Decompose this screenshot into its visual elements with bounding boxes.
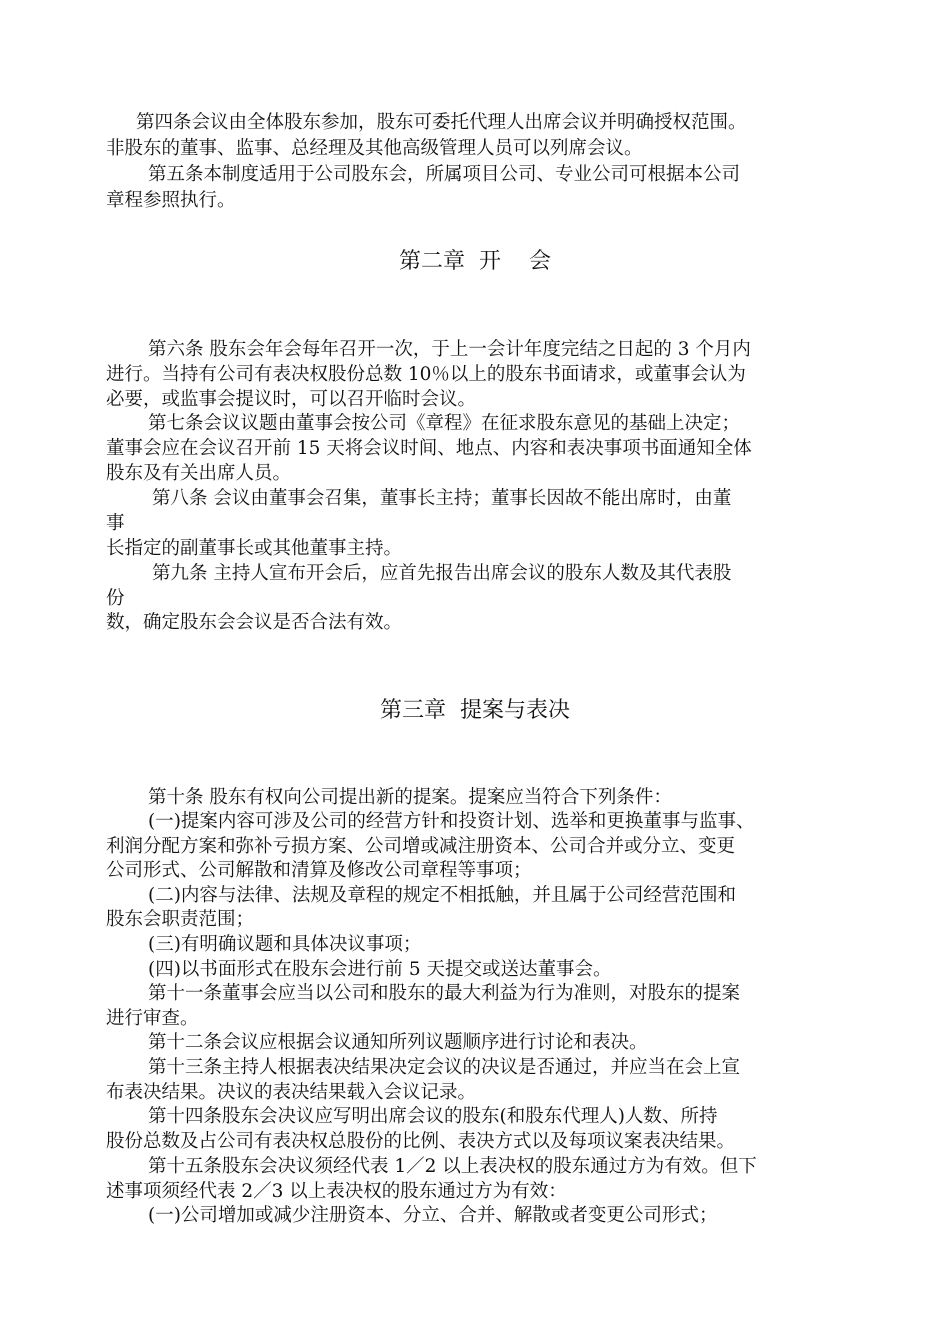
article-7-line-3: 股东及有关出席人员。 <box>106 463 292 484</box>
article-10-item-2-line-1: (二)内容与法律、法规及章程的规定不相抵触，并且属于公司经营范围和 <box>148 885 736 906</box>
article-11-line-2: 进行审查。 <box>106 1008 199 1029</box>
article-6-line-3: 必要，或监事会提议时，可以召开临时会议。 <box>106 389 477 410</box>
article-10-item-4: (四)以书面形式在股东会进行前 5 天提交或送达董事会。 <box>148 959 612 980</box>
article-12: 第十二条会议应根据会议通知所列议题顺序进行讨论和表决。 <box>148 1032 648 1053</box>
article-8-line-2: 事 <box>106 513 125 534</box>
article-10-item-1-line-2: 利润分配方案和弥补亏损方案、公司增或减注册资本、公司合并或分立、变更 <box>106 836 736 857</box>
article-15-item-1: (一)公司增加或减少注册资本、分立、合并、解散或者变更公司形式； <box>148 1205 718 1226</box>
article-7-line-2: 董事会应在会议召开前 15 天将会议时间、地点、内容和表决事项书面通知全体 <box>106 438 752 459</box>
article-5-line-1: 第五条本制度适用于公司股东会，所属项目公司、专业公司可根据本公司 <box>148 164 741 185</box>
article-13-line-2: 布表决结果。决议的表决结果载入会议记录。 <box>106 1082 477 1103</box>
article-4-line-1: 第四条会议由全体股东参加，股东可委托代理人出席会议并明确授权范围。 <box>136 112 747 133</box>
article-9-line-1: 第九条 主持人宣布开会后，应首先报告出席会议的股东人数及其代表股 <box>152 563 732 584</box>
chapter-3-title: 第三章 提案与表决 <box>380 698 570 723</box>
article-10-item-3: (三)有明确议题和具体决议事项； <box>148 934 422 955</box>
article-10-line-1: 第十条 股东有权向公司提出新的提案。提案应当符合下列条件： <box>148 787 672 808</box>
article-15-line-2: 述事项须经代表 2／3 以上表决权的股东通过方为有效： <box>106 1181 567 1202</box>
article-5-line-2: 章程参照执行。 <box>106 190 236 211</box>
article-11-line-1: 第十一条董事会应当以公司和股东的最大利益为行为准则，对股东的提案 <box>148 983 741 1004</box>
article-8-line-1: 第八条 会议由董事会召集，董事长主持；董事长因故不能出席时，由董 <box>152 488 732 509</box>
article-4-line-2: 非股东的董事、监事、总经理及其他高级管理人员可以列席会议。 <box>106 138 643 159</box>
article-13-line-1: 第十三条主持人根据表决结果决定会议的决议是否通过，并应当在会上宣 <box>148 1057 741 1078</box>
article-8-line-3: 长指定的副董事长或其他董事主持。 <box>106 538 403 559</box>
article-9-line-3: 数，确定股东会会议是否合法有效。 <box>106 612 403 633</box>
article-9-line-2: 份 <box>106 588 125 609</box>
article-15-line-1: 第十五条股东会决议须经代表 1／2 以上表决权的股东通过方为有效。但下 <box>148 1156 757 1177</box>
article-14-line-1: 第十四条股东会决议应写明出席会议的股东(和股东代理人)人数、所持 <box>148 1106 718 1127</box>
article-10-item-1-line-3: 公司形式、公司解散和清算及修改公司章程等事项； <box>106 860 532 881</box>
article-10-item-2-line-2: 股东会职责范围； <box>106 909 255 930</box>
chapter-2-title: 第二章 开 会 <box>399 249 551 274</box>
article-14-line-2: 股份总数及占公司有表决权总股份的比例、表决方式以及每项议案表决结果。 <box>106 1131 736 1152</box>
article-6-line-1: 第六条 股东会年会每年召开一次，于上一会计年度完结之日起的 3 个月内 <box>148 339 751 360</box>
article-7-line-1: 第七条会议议题由董事会按公司《章程》在征求股东意见的基础上决定； <box>148 413 741 434</box>
article-6-line-2: 进行。当持有公司有表决权股份总数 10％以上的股东书面请求，或董事会认为 <box>106 364 746 385</box>
article-10-item-1-line-1: (一)提案内容可涉及公司的经营方针和投资计划、选举和更换董事与监事、 <box>148 811 755 832</box>
